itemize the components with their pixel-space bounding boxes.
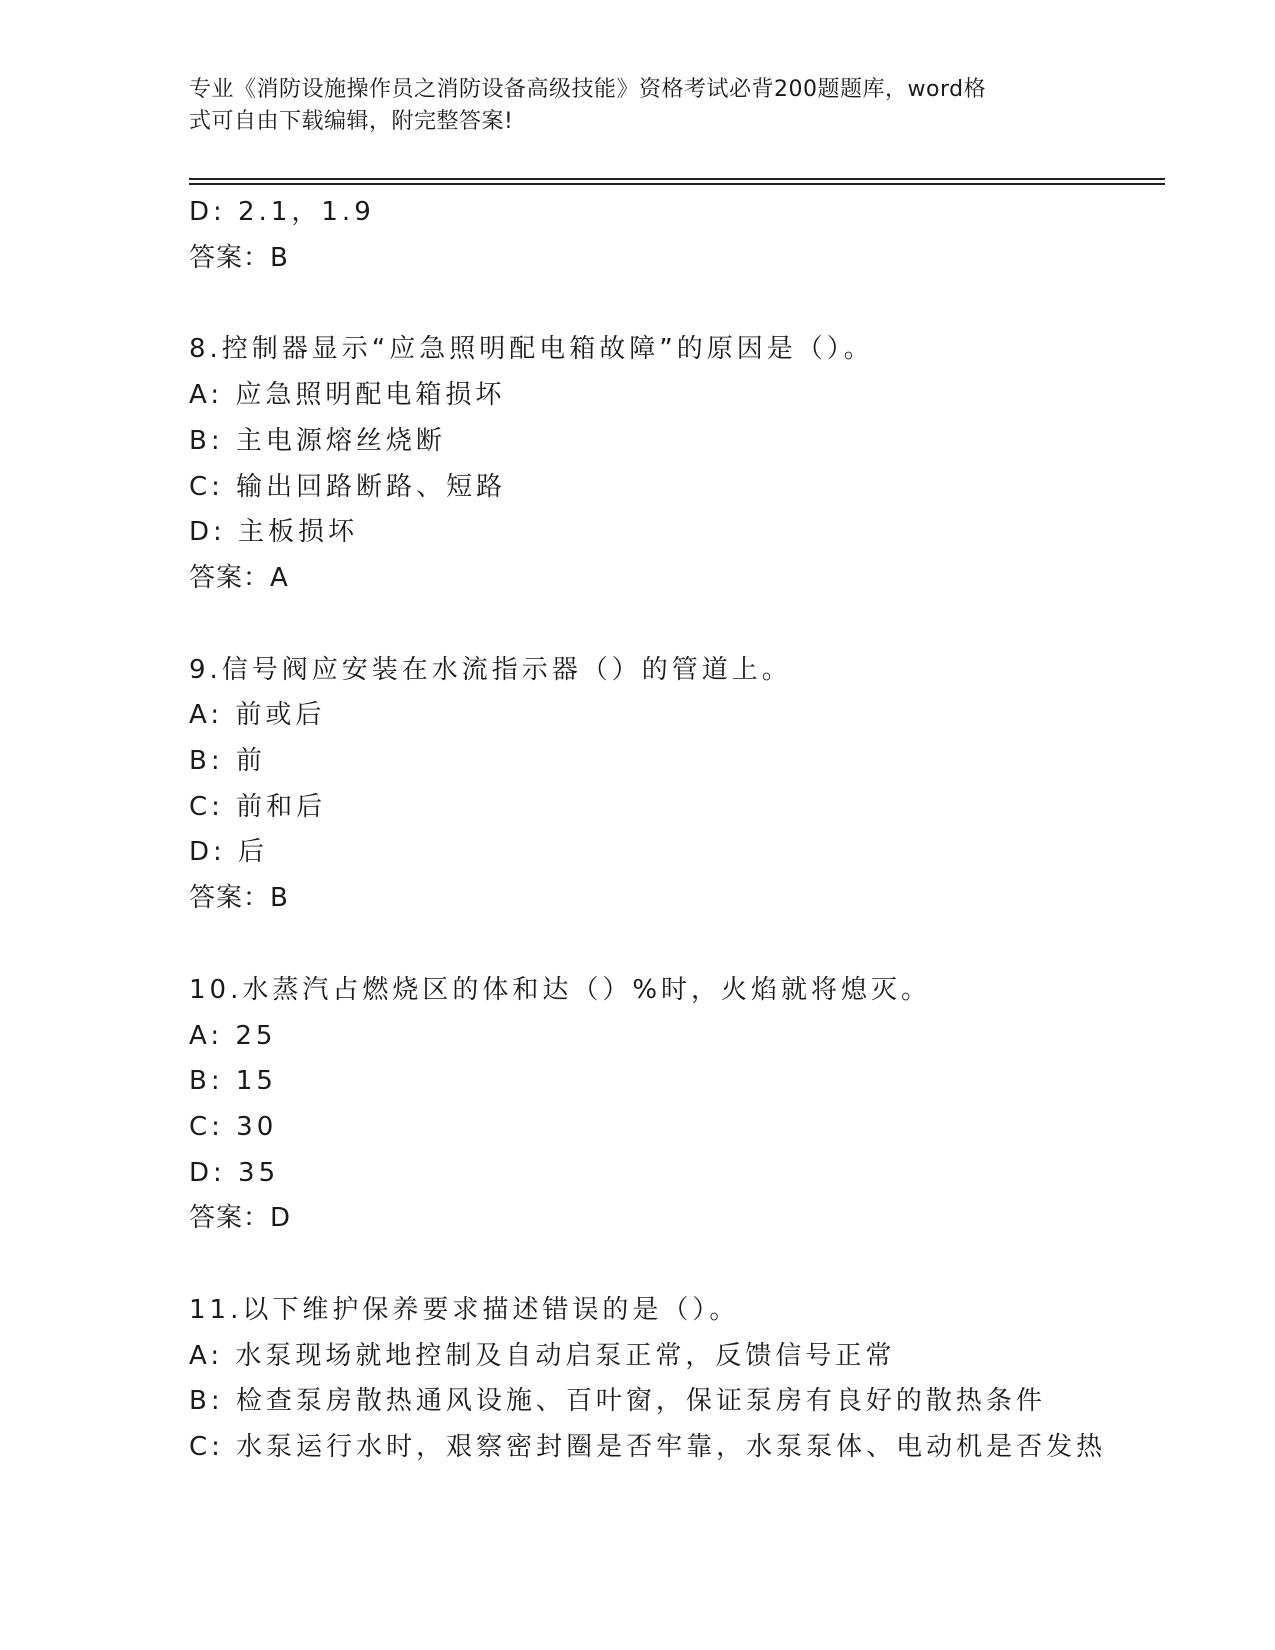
question-7-tail [189,190,1165,281]
option-b: B: 15 [189,1066,277,1097]
question-text: 9.信号阀应安装在水流指示器（）的管道上。 [189,654,792,685]
question-9 [189,648,1165,922]
question-text: 11.以下维护保养要求描述错误的是（）。 [189,1295,740,1326]
option-d: D: 后 [189,837,269,868]
spacer [189,602,1165,648]
answer: 答案：B [189,242,289,273]
header-divider-bottom [189,183,1165,185]
document-header [189,74,1069,138]
question-text: 8.控制器显示“应急照明配电箱故障”的原因是（）。 [189,334,874,365]
option-d: D: 35 [189,1157,280,1188]
option-d: D: 主板损坏 [189,517,359,548]
question-10 [189,968,1165,1242]
option-a: A: 25 [189,1020,277,1051]
option-c: C: 前和后 [189,791,327,822]
spacer [189,922,1165,968]
option-a: A: 水泵现场就地控制及自动启泵正常，反馈信号正常 [189,1340,896,1371]
header-divider-top [189,178,1165,180]
option-a: A: 应急照明配电箱损坏 [189,380,506,411]
option-a: A: 前或后 [189,700,326,731]
answer: 答案：B [189,883,289,914]
answer: 答案：D [189,1203,292,1234]
option-b: B: 前 [189,746,266,777]
option-b: B: 检查泵房散热通风设施、百叶窗，保证泵房有良好的散热条件 [189,1386,1046,1417]
option-c: C: 30 [189,1111,278,1142]
header-line-1: 专业《消防设施操作员之消防设备高级技能》资格考试必背200题题库，word格 [189,77,987,102]
question-11 [189,1288,1165,1471]
question-list [189,190,1165,1471]
spacer [189,1242,1165,1288]
option-c: C: 水泵运行水时，艰察密封圈是否牢靠，水泵泵体、电动机是否发热 [189,1432,1107,1463]
header-line-2: 式可自由下载编辑，附完整答案! [189,109,514,134]
option-d: D: 2.1，1.9 [189,197,375,227]
answer: 答案：A [189,562,289,593]
question-8 [189,327,1165,601]
question-text: 10.水蒸汽占燃烧区的体和达（）%时，火焰就将熄灭。 [189,974,932,1005]
option-b: B: 主电源熔丝烧断 [189,425,446,456]
spacer [189,281,1165,327]
option-c: C: 输出回路断路、短路 [189,471,507,502]
